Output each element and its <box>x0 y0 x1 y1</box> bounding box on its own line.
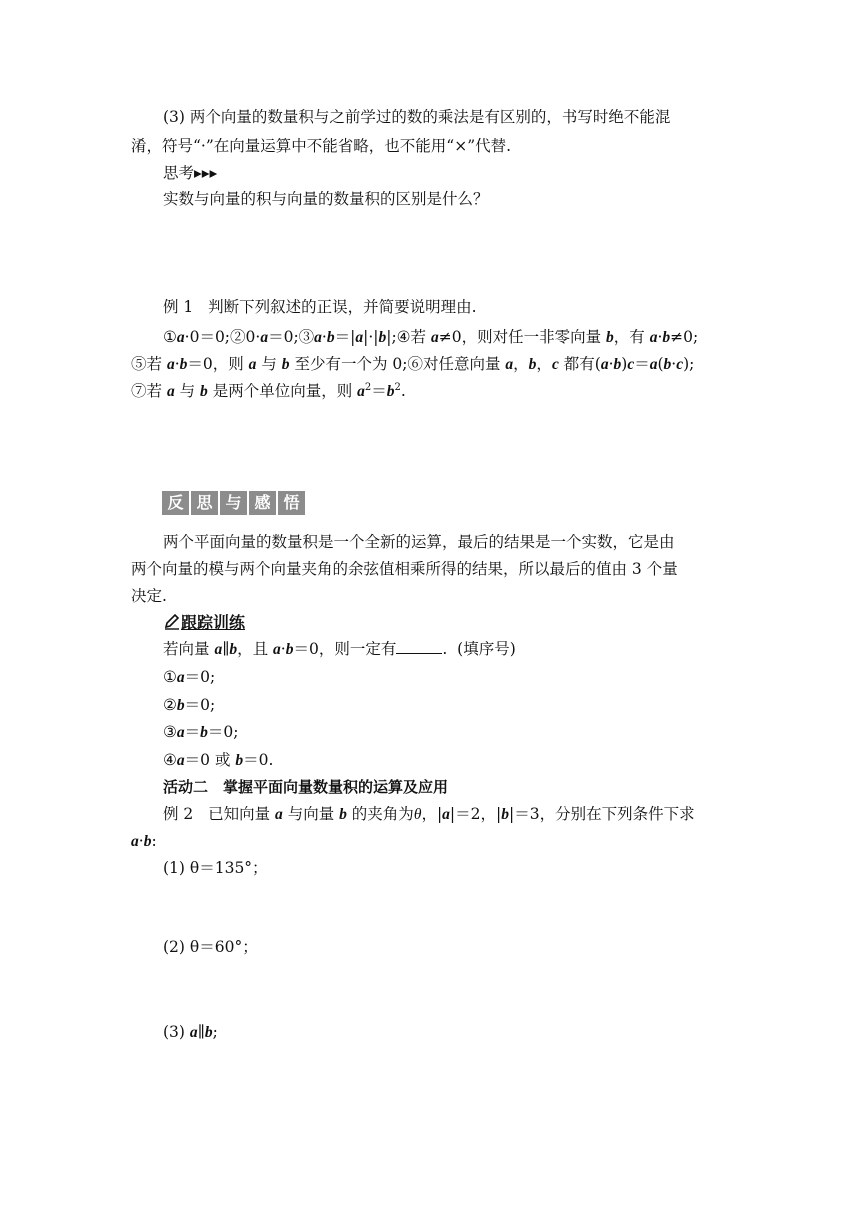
activity2-title: 活动二 掌握平面向量数量积的运算及应用 <box>163 778 449 796</box>
example2-label: 例 2 <box>163 805 194 823</box>
condition-2: (2) θ＝60°； <box>163 938 258 956</box>
answer-blank[interactable] <box>396 639 442 654</box>
reflect-banner-char: 与 <box>220 491 247 515</box>
option-1: ①a＝0; <box>163 668 216 686</box>
reflect-banner-char: 思 <box>191 491 218 515</box>
example2-heading: 例 2 已知向量 a 与向量 b 的夹角为θ，|a|＝2，|b|＝3，分别在下列条件下求 <box>163 805 695 823</box>
example2-target: a·b: <box>131 832 157 850</box>
condition-3: (3) a∥b; <box>163 1023 218 1041</box>
fill-note: (填序号) <box>457 640 516 658</box>
think-question: 实数与向量的积与向量的数量积的区别是什么？ <box>163 190 489 208</box>
think-label: 思考▸▸▸ <box>163 164 218 182</box>
example1-label: 例 1 <box>163 298 194 316</box>
reflect-banner <box>162 491 305 515</box>
option-4: ④a＝0 或 b＝0. <box>163 751 274 769</box>
reflect-banner-char: 悟 <box>278 491 305 515</box>
example1-items-line1: ①a·0＝0;②0·a＝0;③a·b＝|a|·|b|;④若 a≠0，则对任一非零向量 b，有 a·b≠0; <box>163 328 699 346</box>
pencil-icon <box>163 612 181 630</box>
example1-heading <box>163 296 763 318</box>
reflect-line2: 两个向量的模与两个向量夹角的余弦值相乘所得的结果，所以最后的值由 3 个量 <box>131 560 678 578</box>
example1-items-line3: ⑦若 a 与 b 是两个单位向量，则 $a^2=b^2$. <box>131 382 406 400</box>
option-2: ②b＝0; <box>163 696 216 714</box>
tracking-question: 若向量 a∥b，且 a·b＝0，则一定有 . (填序号) <box>163 640 516 658</box>
tracking-title: 跟踪训练 <box>181 612 246 632</box>
reflect-line1: 两个平面向量的数量积是一个全新的运算，最后的结果是一个实数，它是由 <box>163 533 675 551</box>
p3-line2: 淆，符号“·”在向量运算中不能省略，也不能用“×”代替. <box>131 137 512 155</box>
p3-line1: (3) 两个向量的数量积与之前学过的数的乘法是有区别的，书写时绝不能混 <box>163 108 671 126</box>
example1-prompt: 判断下列叙述的正误，并简要说明理由. <box>208 298 477 316</box>
example1-items-line2: ⑤若 a·b＝0，则 a 与 b 至少有一个为 0;⑥对任意向量 a，b，c 都有(a·b)c＝a(b·c); <box>131 355 695 373</box>
condition-1: (1) θ＝135°； <box>163 859 268 877</box>
reflect-banner-char: 反 <box>162 491 189 515</box>
reflect-banner-char: 感 <box>249 491 276 515</box>
reflect-line3: 决定. <box>131 587 167 605</box>
option-3: ③a＝b＝0; <box>163 723 239 741</box>
tracking-heading <box>163 610 245 632</box>
